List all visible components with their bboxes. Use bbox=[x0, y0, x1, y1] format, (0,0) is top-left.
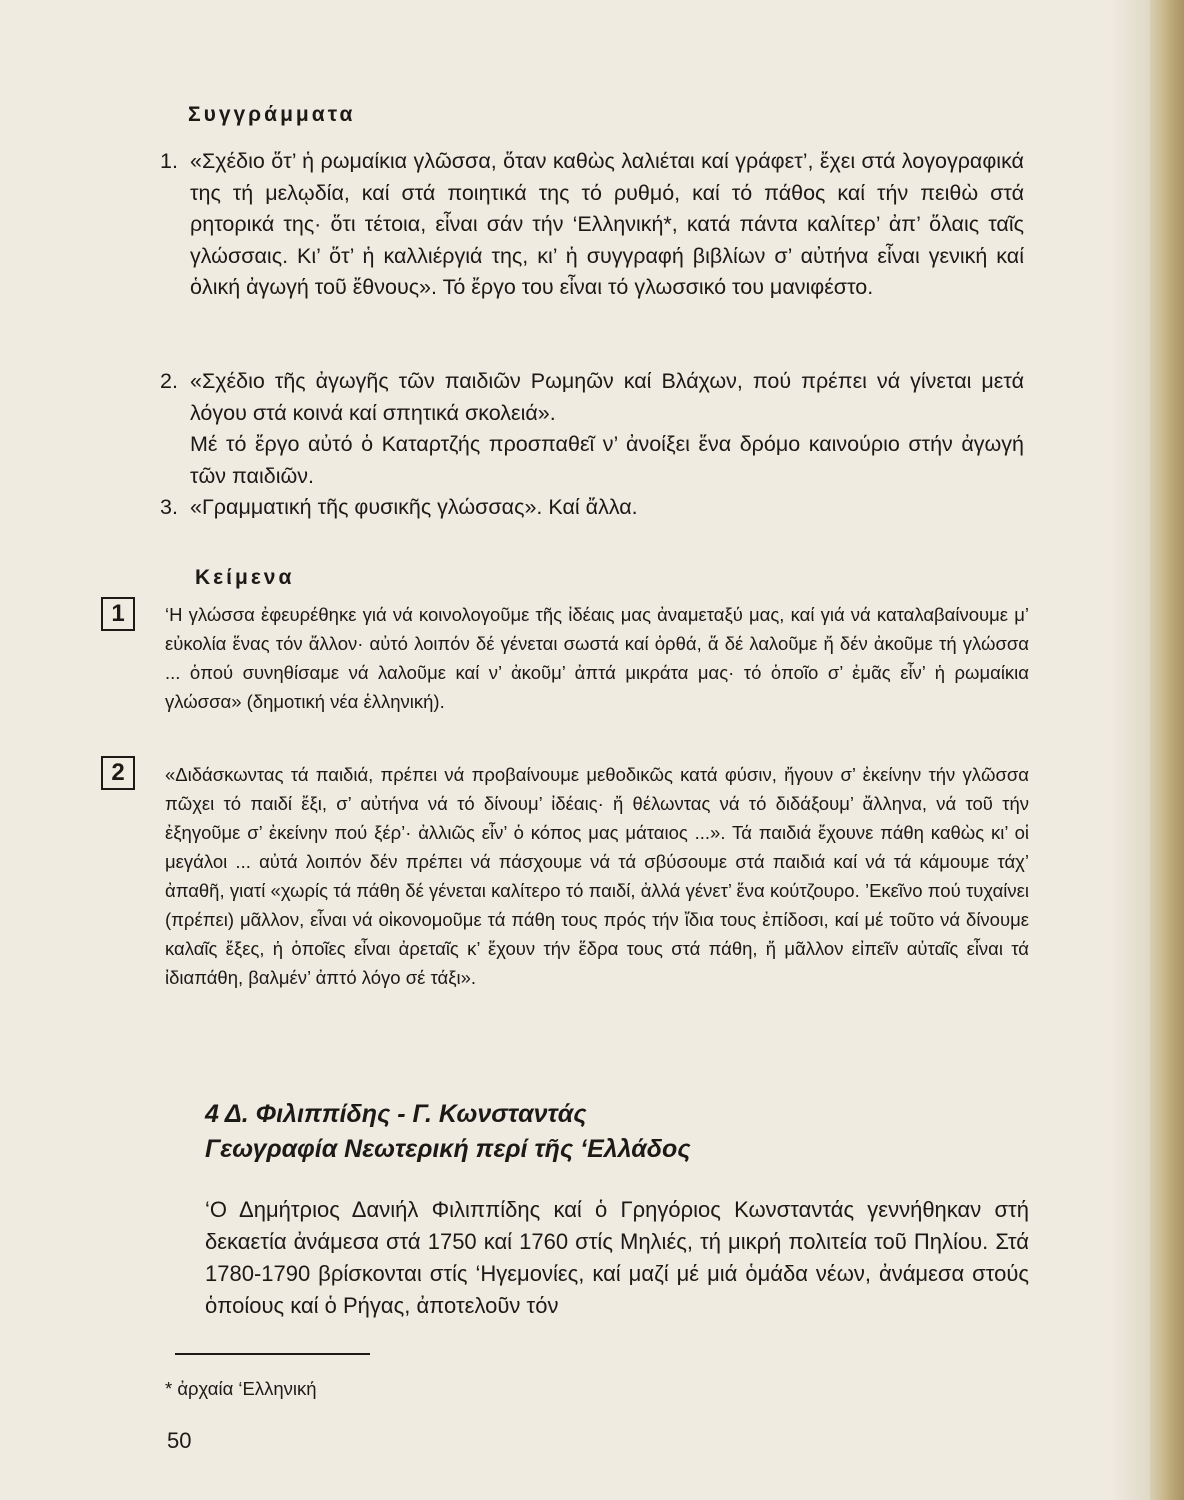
writings-heading: Συγγράμματα bbox=[188, 103, 356, 126]
page-curl-shadow bbox=[1110, 0, 1150, 1500]
excerpt-number-box: 2 bbox=[101, 756, 135, 790]
page-edge bbox=[1150, 0, 1184, 1500]
excerpt-text: «Διδάσκωντας τά παιδιά, πρέπει νά προβαίνουμε μεθοδικῶς κατά φύσιν, ἤγουν σ’ ἐκείνην τήν γλῶσσα πῶχει τό παιδί ἔξι, σ’ αὐτήνα νά τό δίνουμ’ ἰδέαις· ἤ θέλωντας νά τό διδάξουμ’ ἄλληνα, νά τοῦ τήν ἐξηγοῦμε σ’ ἐκείνην πού ξέρ’· ἀλλιῶς εἶν’ ὁ κόπος μας μάταιος ...». Τά παιδιά ἔχουνε πάθη καθὼς κι’ οἱ μεγάλοι ... αὐτά λοιπόν δέν πρέπει νά πάσχουμε νά τά σβύσουμε στά παιδιά καί νά τά κάμουμε τάχ’ ἀπαθῆ, γιατί «χωρίς τά πάθη δέ γένεται καλίτερο τό παιδί, ἀλλά γένετ’ ἕνα κούτζουρο. ’Εκεῖνο πού τυχαίνει (πρέπει) μᾶλλον, εἶναι νά οἰκονομοῦμε τά πάθη τους πρός τήν ἴδια τους ἐπίδοσι, καί μέ τοῦτο νά δίνουμε καλαῖς ἔξες, ἡ ὁποῖες εἶναι ἀρεταῖς κ’ ἔχουν τήν ἕδρα τους στά πάθη, ἤ μᾶλλον εἰπεῖν αὐταῖς εἶναι τά ἰδιαπάθη, βαλμέν’ ἀπτό λόγο σέ τάξι». bbox=[165, 764, 1029, 988]
writings-item-text: «Σχέδιο τῆς ἀγωγῆς τῶν παιδιῶν Ρωμηῶν καί Βλάχων, πού πρέπει νά γίνεται μετά λόγου στά κοινά καί σπητικά σκολειά». bbox=[190, 369, 1024, 425]
writings-item-text: «Σχέδιο ὅτ’ ἡ ρωμαίκια γλῶσσα, ὅταν καθὼς λαλιέται καί γράφετ’, ἔχει στά λογογραφικά της τή μελῳδία, καί στά ποιητικά της τό ρυθμό, καί τό πάθος καί τήν πειθὼ στά ρητορικά της· ὅτι τέτοια, εἶναι σάν τήν ‘Ελληνική*, κατά πάντα καλίτερ’ ἀπ’ ὅλαις ταῖς γλώσσαις. Κι’ ὅτ’ ἡ καλλιέργιά της, κι’ ἡ συγγραφή βιβλίων σ’ αὐτήνα εἶναι γενική καί ὁλική ἀγωγή τοῦ ἔθνους». Τό ἔργο του εἶναι τό γλωσσικό του μανιφέστο. bbox=[190, 149, 1024, 299]
writings-item-number: 3. bbox=[160, 495, 178, 519]
page-number: 50 bbox=[167, 1428, 192, 1453]
section-title-work: Γεωγραφία Νεωτερική περί τῆς ‘Ελλάδος bbox=[205, 1135, 691, 1163]
footnote: * ἀρχαία ‘Ελληνική bbox=[165, 1378, 317, 1399]
writings-item-number: 1. bbox=[160, 149, 178, 173]
footnote-rule bbox=[175, 1353, 370, 1355]
writings-item-number: 2. bbox=[160, 369, 178, 393]
texts-heading: Κείμενα bbox=[195, 566, 295, 589]
section-title-authors: 4 Δ. Φιλιππίδης - Γ. Κωνσταντάς bbox=[205, 1100, 587, 1128]
writings-item-note: Μέ τό ἔργο αὐτό ὁ Καταρτζής προσπαθεῖ ν’ ἀνοίξει ἕνα δρόμο καινούριο στήν ἀγωγή τῶν παιδιῶν. bbox=[190, 432, 1024, 488]
excerpt-text: ‘Η γλώσσα ἐφευρέθηκε γιά νά κοινολογοῦμε τῆς ἰδέαις μας ἀναμεταξύ μας, καί γιά νά καταλαβαίνουμε μ’ εὐκολία ἕνας τόν ἄλλον· αὐτό λοιπόν δέ γένεται σωστά καί ὀρθά, ἅ δέ λαλοῦμε ἤ δέν ἀκοῦμε τή γλώσσα ... ὁπού συνηθίσαμε νά λαλοῦμε καί ν’ ἀκοῦμ’ ἀπτά μικράτα μας· τό ὁποῖο σ’ ἐμᾶς εἶν’ ἡ ρωμαίκια γλώσσα» (δημοτική νέα ἑλληνική). bbox=[165, 604, 1029, 712]
section-body: ‘Ο Δημήτριος Δανιήλ Φιλιππίδης καί ὁ Γρηγόριος Κωνσταντάς γεννήθηκαν στή δεκαετία ἀνάμεσα στά 1750 καί 1760 στίς Μηλιές, τή μικρή πολιτεία τοῦ Πηλίου. Στά 1780-1790 βρίσκονται στίς ‘Ηγεμονίες, καί μαζί μέ μιά ὁμάδα νέων, ἀνάμεσα στούς ὁποίους καί ὁ Ρήγας, ἀποτελοῦν τόν bbox=[205, 1197, 1029, 1318]
excerpt-number-box: 1 bbox=[101, 597, 135, 631]
writings-item-text: «Γραμματική τῆς φυσικῆς γλώσσας». Καί ἄλλα. bbox=[190, 495, 638, 519]
